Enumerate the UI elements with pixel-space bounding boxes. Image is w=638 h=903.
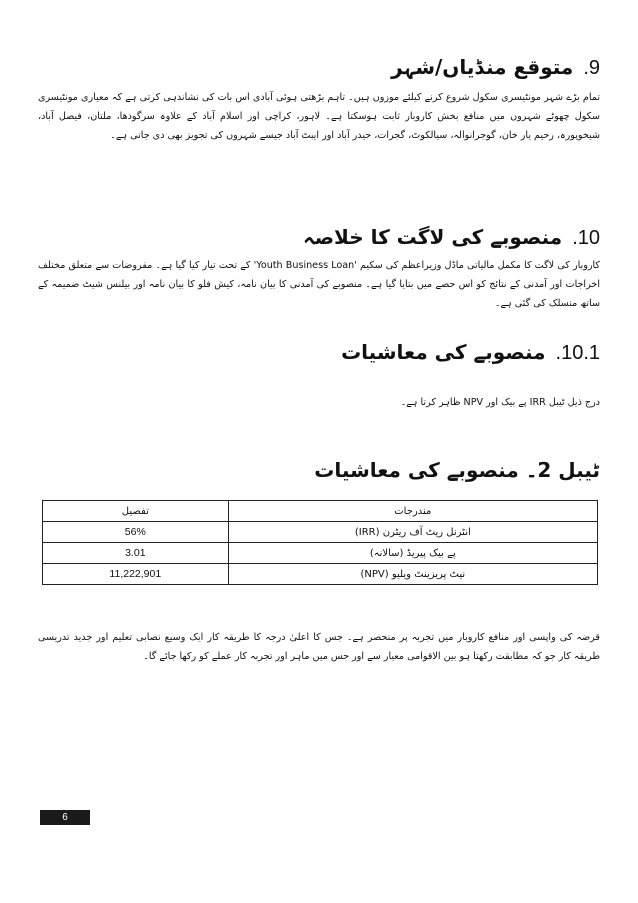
row-value: 3.01 (43, 543, 229, 564)
table-2-caption (314, 458, 600, 482)
table-caption-text: ٹیبل 2۔ منصوبے کی معاشیات (314, 458, 600, 482)
section-9-paragraph: تمام بڑے شہر مونٹیسری سکول شروع کرنے کیلئے موزوں ہیں۔ تاہم بڑھتی ہوئی آبادی اس بات کی نشاندہی کرتی ہے کہ معیاری مونٹیسری سکول چھوٹے شہروں میں منافع بخش کاروبار ثابت ہوسکتا ہے۔ لاہور، کراچی اور اسلام آباد کے علاوہ سرگودھا، ملتان، فیصل آباد، شیخوپورہ، رحیم یار خان، گوجرانوالہ، سیالکوٹ، گجرات، حیدر آباد اور ایبٹ آباد جیسے شہروں کی تجویز بھی دی جاتی ہے۔ (38, 92, 600, 141)
section-10-1-paragraph: درج ذیل ٹیبل IRR پے بیک اور NPV ظاہر کرتا ہے۔ (400, 397, 600, 408)
section-title: متوقع منڈیاں/شہر (391, 55, 574, 79)
row-item: پے بیک پیریڈ (سالانہ) (228, 543, 597, 564)
table-row (43, 564, 598, 585)
table-row (43, 543, 598, 564)
section-10-paragraph: کاروبار کی لاگت کا مکمل مالیاتی ماڈل وزیراعظم کی سکیم 'Youth Business Loan' کے تحت تیار کیا گیا ہے۔ مفروضات سے متعلق مختلف اخراجات اور آمدنی کے نتائج کو اس حصے میں بتایا گیا ہے۔ منصوبے کی آمدنی کا بیان نامہ، کیش فلو کا بیان نامہ اور بیلنس شیٹ ضمیمہ کے ساتھ منسلک کی گئی ہے۔ (38, 260, 600, 309)
section-number: .10.1 (555, 342, 600, 364)
section-number: .10 (572, 227, 600, 249)
row-item: انٹرنل ریٹ آف ریٹرن (IRR) (228, 522, 597, 543)
row-value: 56% (43, 522, 229, 543)
header-item: مندرجات (228, 501, 597, 522)
header-detail: تفصیل (43, 501, 229, 522)
section-10-heading (303, 225, 600, 250)
page-number: 6 (40, 810, 90, 825)
section-title: منصوبے کی لاگت کا خلاصہ (302, 225, 563, 249)
table-header-row (43, 501, 598, 522)
row-item: نیٹ پریزینٹ ویلیو (NPV) (228, 564, 597, 585)
closing-paragraph: قرضہ کی واپسی اور منافع کاروبار میں تجربہ پر منحصر ہے۔ جس کا اعلیٰ درجہ کا طریقہ کار ایک وسیع نصابی تعلیم اور جدید تدریسی طریقہ کار جو کہ مطابقت رکھتا ہو بین الاقوامی معیار سے اور جس میں ماہر اور تجربہ کار عملے کو رکھا جائے گا۔ (38, 632, 600, 662)
section-title: منصوبے کی معاشیات (341, 340, 546, 364)
table-row (43, 522, 598, 543)
project-economics-table (42, 500, 598, 585)
section-10-1-heading (341, 340, 600, 365)
row-value: 11,222,901 (43, 564, 229, 585)
section-9-heading (391, 55, 600, 80)
section-number: .9 (583, 57, 600, 79)
